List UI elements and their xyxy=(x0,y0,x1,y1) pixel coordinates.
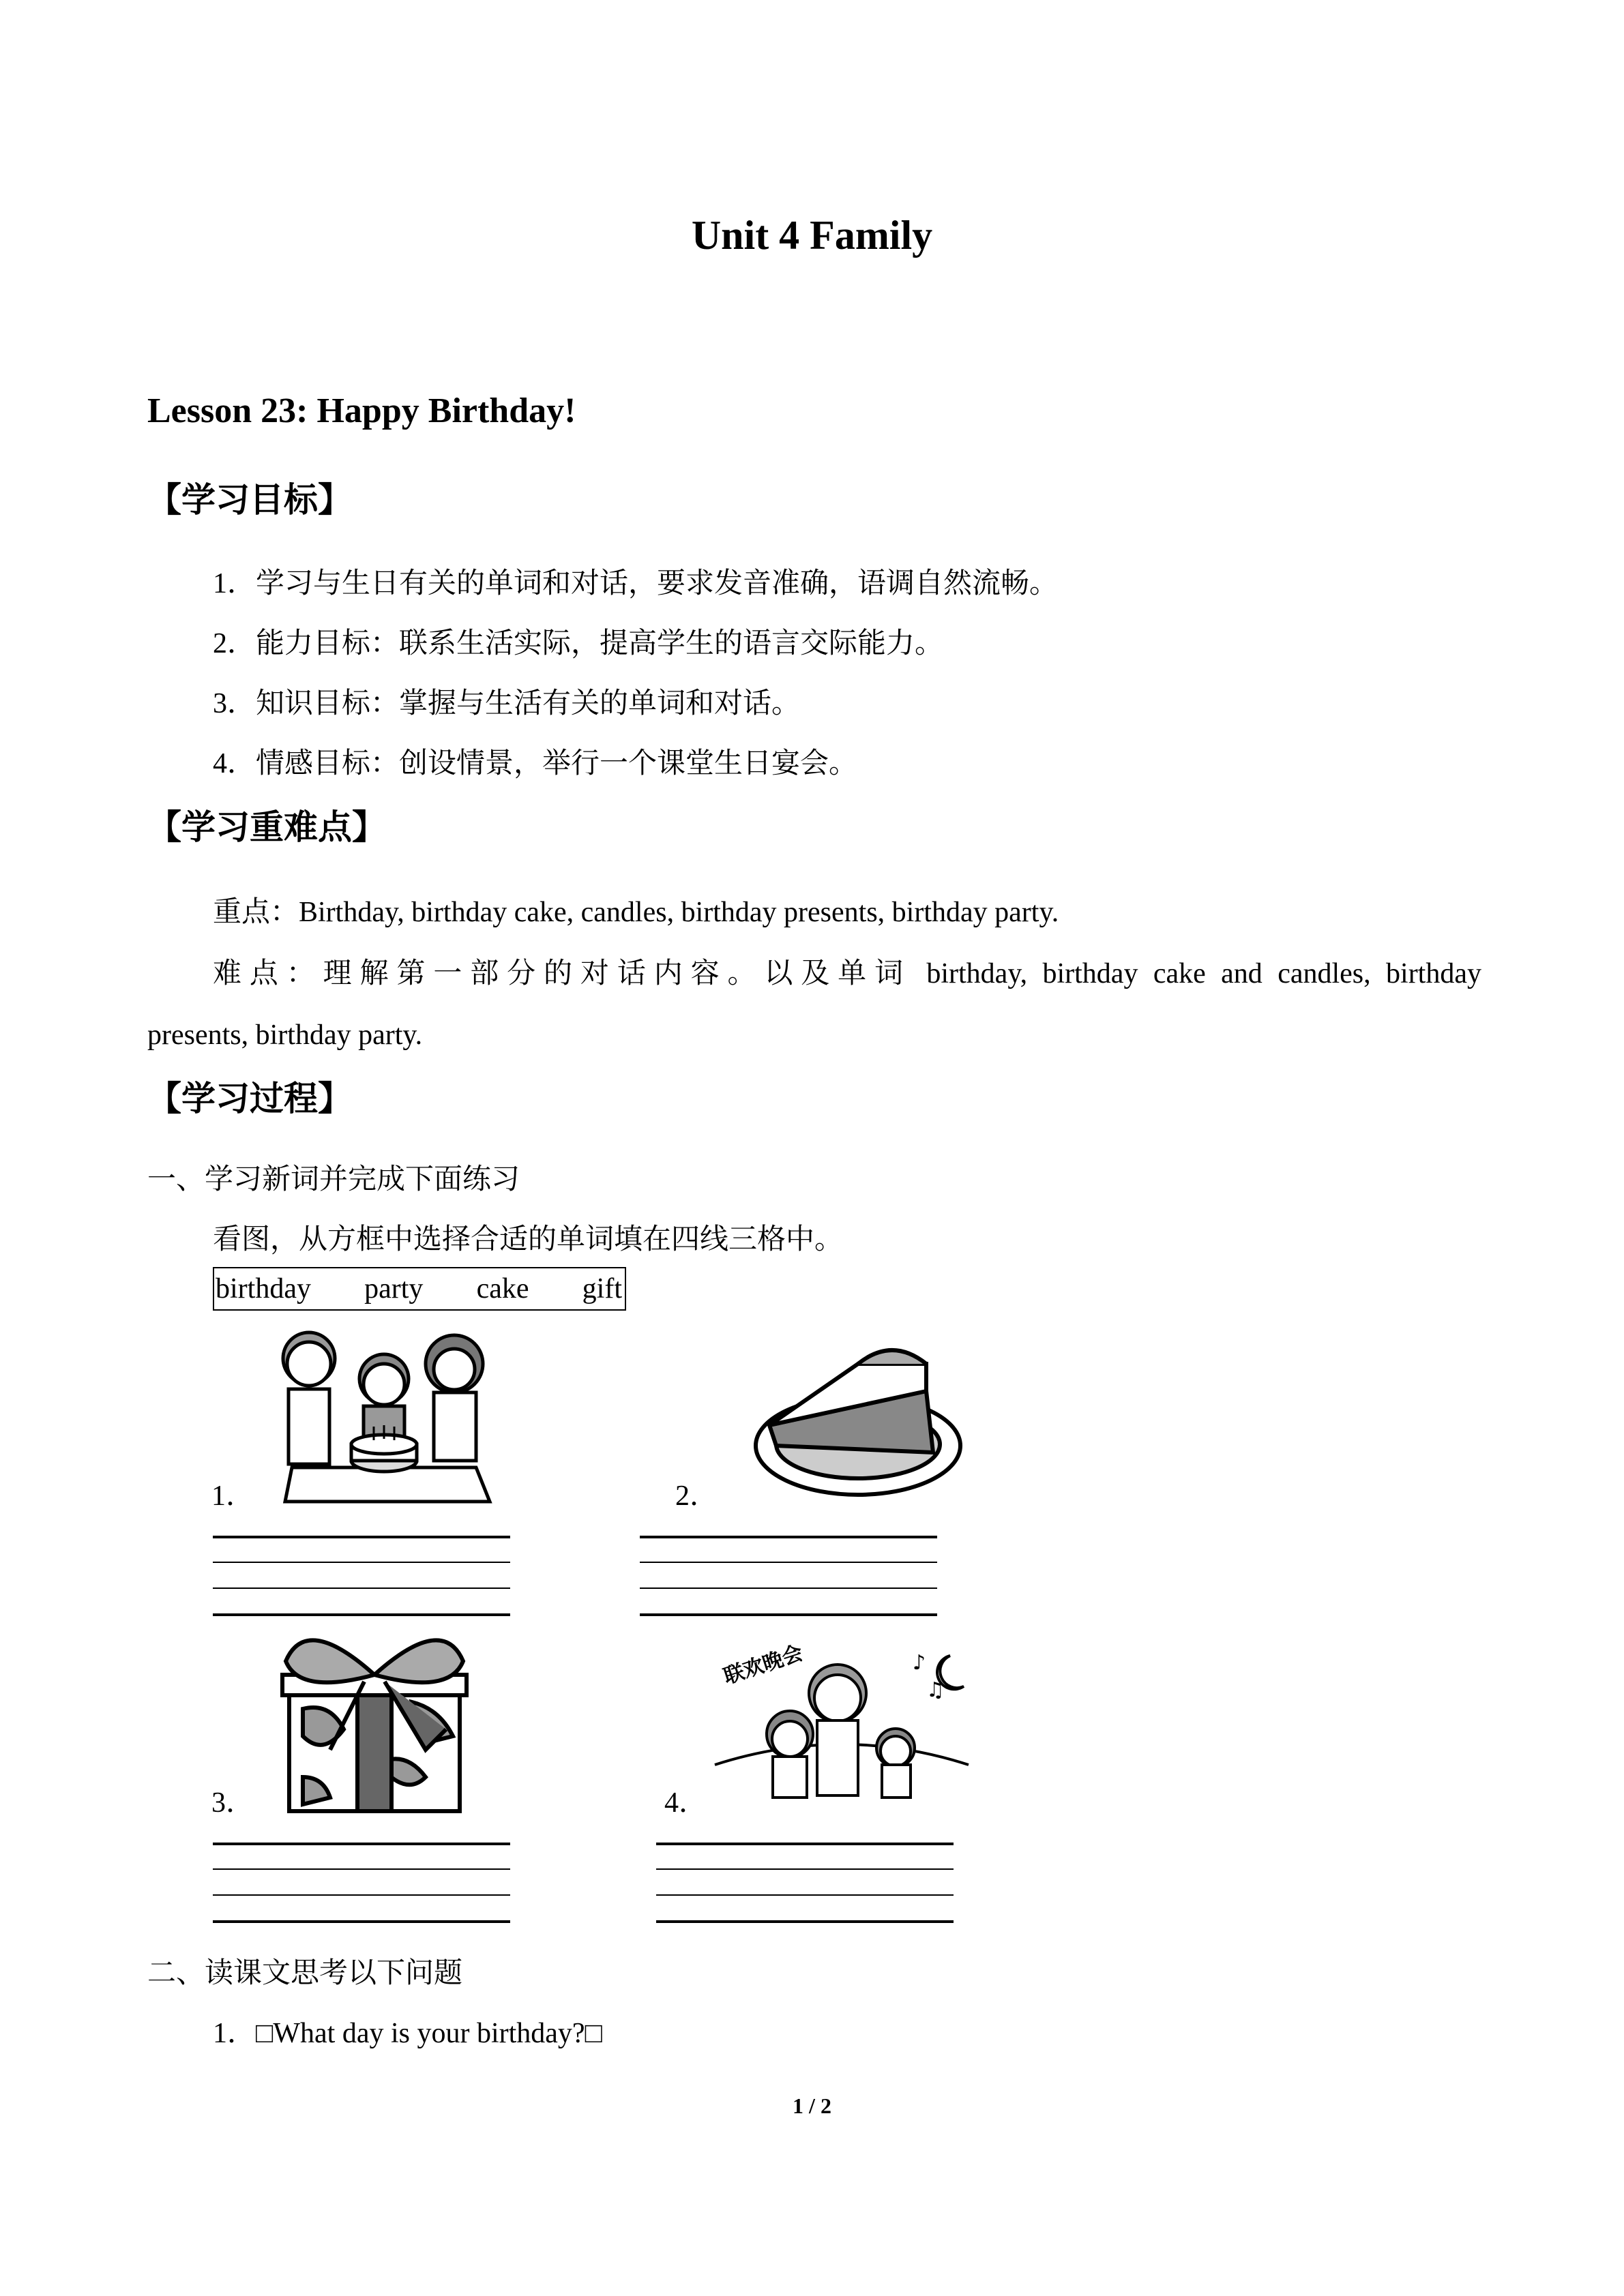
section-process-heading: 【学习过程】 xyxy=(147,1079,352,1118)
keypoint-text: 重点：Birthday, birthday cake, candles, birthday presents, birthday party. xyxy=(213,897,1059,928)
page-number: 1 / 2 xyxy=(793,2093,831,2118)
writing-line xyxy=(656,1868,954,1870)
goal-4: 4．情感目标：创设情景，举行一个课堂生日宴会。 xyxy=(213,748,858,779)
writing-line xyxy=(640,1613,937,1616)
difficult-point-line-2: presents, birthday party. xyxy=(147,1019,423,1051)
svg-text:♪: ♪ xyxy=(913,1651,926,1675)
lesson-title: Lesson 23: Happy Birthday! xyxy=(147,391,576,430)
family-birthday-cake-picture xyxy=(271,1324,497,1507)
word-party: party xyxy=(364,1273,424,1304)
part1-heading: 一、学习新词并完成下面练习 xyxy=(147,1164,520,1195)
writing-line xyxy=(213,1894,510,1896)
writing-line xyxy=(213,1613,510,1616)
goal-1: 1．学习与生日有关的单词和对话，要求发音准确，语调自然流畅。 xyxy=(213,568,1059,599)
party-banner-text: 联欢晚会 xyxy=(720,1641,806,1689)
page-title: Unit 4 Family xyxy=(691,213,933,258)
writing-line xyxy=(656,1894,954,1896)
part1-instruction: 看图，从方框中选择合适的单词填在四线三格中。 xyxy=(213,1224,844,1255)
writing-line xyxy=(656,1843,954,1845)
svg-text:♫: ♫ xyxy=(926,1678,945,1702)
section-goals-heading: 【学习目标】 xyxy=(147,480,352,520)
item-2-number: 2． xyxy=(675,1480,719,1512)
item-3-number: 3． xyxy=(211,1787,255,1819)
gift-box-picture xyxy=(262,1627,492,1817)
goal-2: 2．能力目标：联系生活实际，提高学生的语言交际能力。 xyxy=(213,628,944,659)
party-picture xyxy=(708,1628,975,1813)
question-1: 1．□What day is your birthday?□ xyxy=(213,2018,602,2049)
writing-line xyxy=(213,1843,510,1845)
writing-line xyxy=(656,1920,954,1923)
writing-line xyxy=(640,1562,937,1563)
writing-line xyxy=(213,1920,510,1923)
writing-line xyxy=(213,1868,510,1870)
writing-line xyxy=(213,1562,510,1563)
word-birthday: birthday xyxy=(216,1273,311,1304)
word-gift: gift xyxy=(582,1273,622,1304)
word-bank-box xyxy=(213,1267,626,1311)
item-1-number: 1． xyxy=(211,1480,255,1512)
difficult-point-line-1: 难点：理解第一部分的对话内容。以及单词 birthday, birthday cake and candles, birthday xyxy=(213,958,1481,989)
writing-line xyxy=(213,1536,510,1538)
writing-line xyxy=(640,1587,937,1589)
writing-line xyxy=(640,1536,937,1538)
part2-heading: 二、读课文思考以下问题 xyxy=(147,1958,463,1989)
cake-slice-picture xyxy=(722,1323,982,1514)
item-4-number: 4． xyxy=(664,1787,708,1819)
writing-line xyxy=(213,1587,510,1589)
word-cake: cake xyxy=(476,1273,529,1304)
goal-3: 3．知识目标：掌握与生活有关的单词和对话。 xyxy=(213,688,801,719)
section-keypoints-heading: 【学习重难点】 xyxy=(147,807,386,847)
